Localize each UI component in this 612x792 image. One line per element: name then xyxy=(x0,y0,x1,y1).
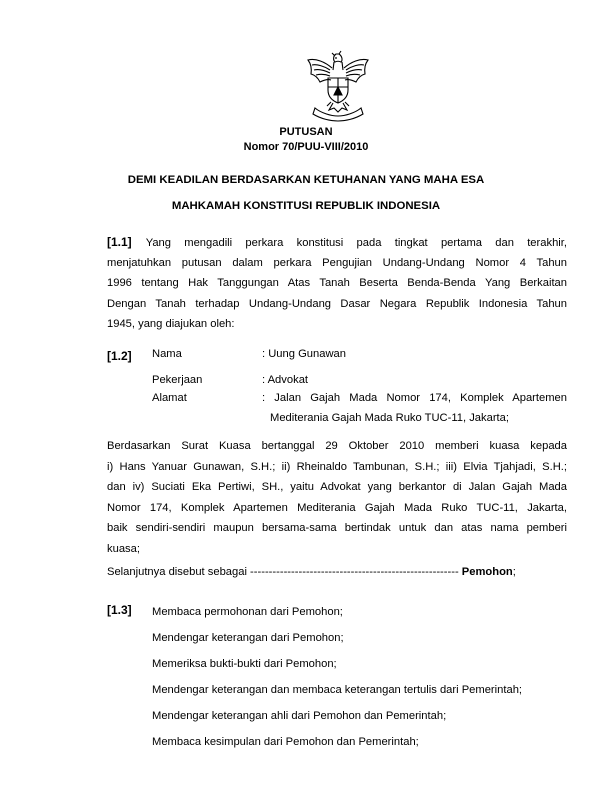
text-line: Berdasarkan Surat Kuasa bertanggal 29 Oktober 2010 memberi kuasa kepada xyxy=(107,440,567,452)
name-label: Nama xyxy=(152,348,182,360)
text-line: Nomor 174, Komplek Apartemen Mediterania Gajah Mada Ruko TUC-11, Jakarta, xyxy=(107,501,567,514)
list-item: Mendengar keterangan dan membaca keterangan tertulis dari Pemerintah; xyxy=(152,684,523,696)
text-line: menjatuhkan putusan dalam perkara Pengujian Undang-Undang Nomor 4 Tahun xyxy=(107,256,567,269)
occupation-label: Pekerjaan xyxy=(152,374,203,386)
decision-number: Nomor 70/PUU-VIII/2010 xyxy=(243,141,369,153)
occupation-value: : Advokat xyxy=(262,374,309,386)
procedure-list xyxy=(152,602,522,758)
address-value-line-1: : Jalan Gajah Mada Nomor 174, Komplek Apartemen xyxy=(262,392,567,404)
text-line: kuasa; xyxy=(107,542,140,555)
list-item: Mendengar keterangan dari Pemohon; xyxy=(152,632,344,644)
petitioner-designation: Selanjutnya disebut sebagai -------------------------------------------------------- Pemohon; xyxy=(107,566,516,578)
text-line: 1945, yang diajukan oleh: xyxy=(107,318,235,330)
list-item: Mendengar keterangan ahli dari Pemohon dan Pemerintah; xyxy=(152,710,447,722)
text-line: 1996 tentang Hak Tanggungan Atas Tanah Beserta Benda-Benda Yang Berkaitan xyxy=(107,277,567,289)
text-line: baik sendiri-sendiri maupun bersama-sama bertindak untuk dan atas nama pemberi xyxy=(107,522,567,534)
section-number: [1.1] xyxy=(107,235,132,249)
heading-justice: DEMI KEADILAN BERDASARKAN KETUHANAN YANG MAHA ESA xyxy=(127,174,485,186)
list-item: Membaca kesimpulan dari Pemohon dan Pemerintah; xyxy=(152,736,419,748)
text-line: Yang mengadili perkara konstitusi pada tingkat pertama dan terakhir, xyxy=(145,237,567,249)
address-value-line-2: Mediterania Gajah Mada Ruko TUC-11, Jakarta; xyxy=(270,412,509,424)
section-number: [1.2] xyxy=(107,349,132,363)
list-item: Memeriksa bukti-bukti dari Pemohon; xyxy=(152,658,337,670)
paragraph-1-1 xyxy=(107,232,567,335)
petitioner-label: Pemohon xyxy=(461,566,513,578)
text-line: i) Hans Yanuar Gunawan, S.H.; ii) Rheinaldo Tambunan, S.H.; iii) Elvia Tjahjadi, S.H.; xyxy=(107,460,567,473)
section-number: [1.3] xyxy=(107,603,132,617)
document-title: PUTUSAN xyxy=(279,126,333,138)
text-line: dan iv) Suciati Eka Pertiwi, SH., yaitu Advokat yang berkantor di Jalan Gajah Mada xyxy=(107,481,567,493)
heading-court: MAHKAMAH KONSTITUSI REPUBLIK INDONESIA xyxy=(171,200,441,212)
power-of-attorney-paragraph xyxy=(107,436,567,559)
list-item: Membaca permohonan dari Pemohon; xyxy=(152,606,343,618)
garuda-emblem-icon xyxy=(303,50,373,122)
address-label: Alamat xyxy=(152,392,187,404)
text-line: Dengan Tanah terhadap Undang-Undang Dasar Negara Republik Indonesia Tahun xyxy=(107,297,567,310)
name-value: : Uung Gunawan xyxy=(262,348,346,360)
